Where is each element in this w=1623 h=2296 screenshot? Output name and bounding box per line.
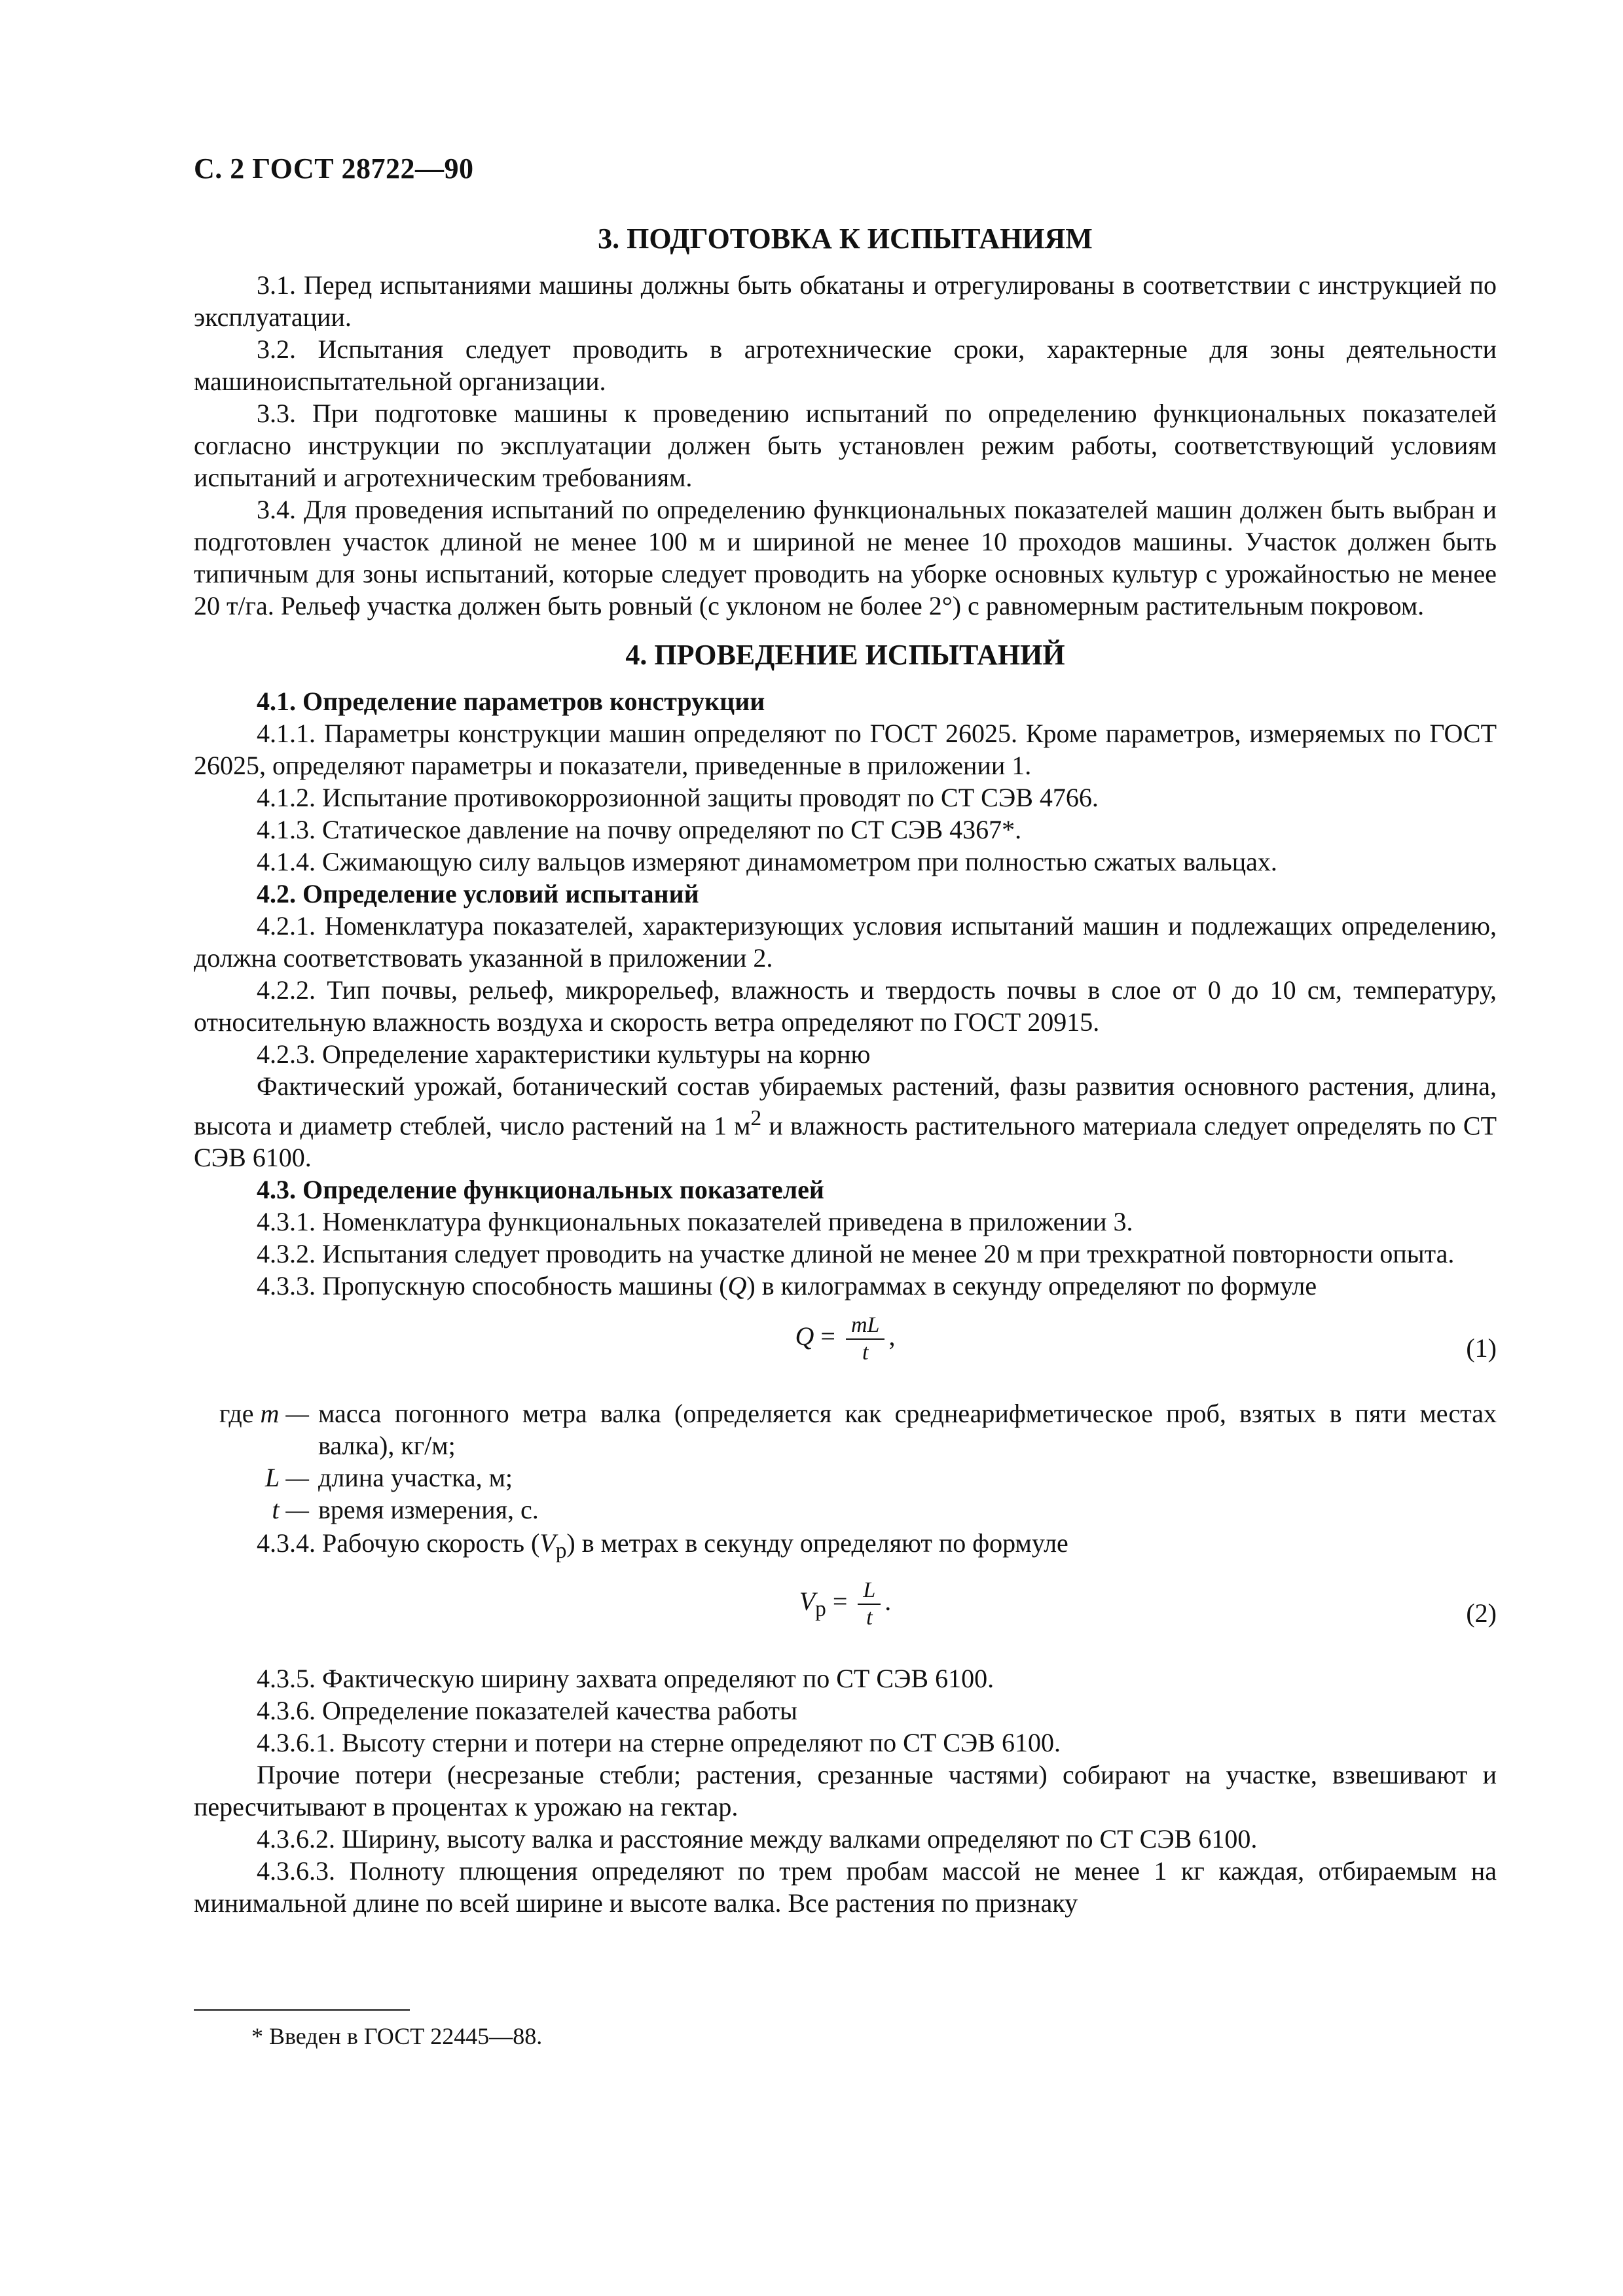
definition-row: [194, 1462, 1497, 1494]
definition-row: [194, 1397, 1497, 1462]
paragraph-4-3-1: 4.3.1. Номенклатура функциональных показателей приведена в приложении 3.: [257, 1207, 1133, 1237]
definition-symbol: [194, 1494, 318, 1526]
paragraph-4-1-3: 4.1.3. Статическое давление на почву определяют по СТ СЭВ 4367*.: [257, 815, 1022, 844]
formula-equals: =: [820, 1321, 835, 1352]
page-header: С. 2 ГОСТ 28722—90: [194, 152, 474, 185]
definition-symbol: [194, 1397, 318, 1462]
text-run: Фактический урожай, ботанический состав убираемых растений, фазы развития основного растения, длина, высота и диаметр стеблей, число растений на 1 м: [194, 1071, 1497, 1141]
text-run: 4.3.4. Рабочую скорость (: [257, 1528, 540, 1558]
paragraph-3-2: 3.2. Испытания следует проводить в агротехнические сроки, характерные для зоны деятельности машиноиспытательной организации.: [194, 334, 1497, 396]
formula-punct: .: [884, 1587, 892, 1617]
fraction: [858, 1577, 881, 1631]
paragraph-4-3-4: [194, 1527, 1497, 1567]
footnote: * Введен в ГОСТ 22445—88.: [251, 2023, 543, 2049]
variable: V: [539, 1528, 556, 1558]
subsection-4-3-title: 4.3. Определение функциональных показателей: [257, 1175, 824, 1205]
paragraph-4-1-2: 4.1.2. Испытание противокоррозионной защиты проводят по СТ СЭВ 4766.: [257, 783, 1099, 812]
paragraph-3-4: 3.4. Для проведения испытаний по определению функциональных показателей машин должен быть выбран и подготовлен участок длиной не менее 100 м и шириной не менее 10 проходов машины. Участок должен быть типичным для зоны испытаний, которые следует проводить на уборке основных культур с урожайностью не менее 20 т/га. Рельеф участка должен быть ровный (с уклоном не более 2°) с равномерным растительным покровом.: [194, 495, 1497, 620]
paragraph-4-3-6-3: 4.3.6.3. Полноту плющения определяют по трем пробам массой не менее 1 кг каждая, отбираемым на минимальной длине по всей ширине и высоте валка. Все растения по признаку: [194, 1856, 1497, 1918]
formula-punct: ,: [888, 1321, 896, 1352]
paragraph-4-2-3: 4.2.3. Определение характеристики культуры на корню: [257, 1039, 871, 1069]
definition-text: длина участка, м;: [318, 1463, 513, 1493]
definition-text: время измерения, с.: [318, 1495, 539, 1525]
text-run: и влажность растительного материала следует определять по СТ СЭВ 6100.: [194, 1111, 1497, 1173]
formula-lhs: Q: [795, 1321, 814, 1352]
paragraph-4-3-6-1-text: Прочие потери (несрезаные стебли; растения, срезанные частями) собирают на участке, взвешивают и пересчитывают в процентах к урожаю на гектар.: [194, 1760, 1497, 1822]
formula-1: [194, 1308, 1497, 1380]
fraction: [846, 1312, 884, 1366]
formula-2-expression: [194, 1577, 1497, 1631]
subsection-4-1-title: 4.1. Определение параметров конструкции: [257, 687, 765, 716]
definitions-list: [194, 1397, 1497, 1526]
paragraph-3-3: 3.3. При подготовке машины к проведению испытаний по определению функциональных показателей согласно инструкции по эксплуатации должен быть установлен режим работы, соответствующий условиям испытаний и агротехническим требованиям.: [194, 399, 1497, 492]
text-run: ) в метрах в секунду определяют по формуле: [566, 1528, 1068, 1558]
variable: Q: [727, 1271, 747, 1301]
footnote-separator: [194, 2009, 410, 2011]
superscript: 2: [750, 1106, 762, 1130]
formula-2-number: (2): [1466, 1598, 1497, 1628]
text-run: ) в килограммах в секунду определяют по формуле: [746, 1271, 1317, 1301]
paragraph-4-1-1: 4.1.1. Параметры конструкции машин определяют по ГОСТ 26025. Кроме параметров, измеряемых по ГОСТ 26025, определяют параметры и показатели, приведенные в приложении 1.: [194, 719, 1497, 780]
page-content: [194, 223, 1497, 1919]
formula-2: [194, 1573, 1497, 1645]
fraction-numerator: mL: [846, 1312, 884, 1340]
subscript: р: [555, 1539, 567, 1564]
paragraph-4-3-6: 4.3.6. Определение показателей качества работы: [257, 1696, 797, 1726]
section-3-title: 3. ПОДГОТОВКА К ИСПЫТАНИЯМ: [598, 223, 1093, 255]
paragraph-4-1-4: 4.1.4. Сжимающую силу вальцов измеряют динамометром при полностью сжатых вальцах.: [257, 847, 1277, 876]
fraction-denominator: t: [866, 1605, 873, 1630]
paragraph-4-3-6-1: 4.3.6.1. Высоту стерни и потери на стерне определяют по СТ СЭВ 6100.: [257, 1728, 1061, 1758]
paragraph-4-2-2: 4.2.2. Тип почвы, рельеф, микрорельеф, влажность и твердость почвы в слое от 0 до 10 см, температуру, относительную влажность воздуха и скорость ветра определяют по ГОСТ 20915.: [194, 975, 1497, 1037]
formula-1-number: (1): [1466, 1333, 1497, 1363]
paragraph-4-3-6-2: 4.3.6.2. Ширину, высоту валка и расстояние между валками определяют по СТ СЭВ 6100.: [257, 1824, 1258, 1854]
paragraph-4-3-3: [194, 1270, 1497, 1302]
subsection-4-2-title: 4.2. Определение условий испытаний: [257, 879, 699, 908]
where-word: где: [219, 1399, 254, 1429]
formula-lhs: V: [799, 1587, 816, 1617]
definition-symbol: [194, 1462, 318, 1494]
fraction-denominator: t: [862, 1340, 869, 1365]
paragraph-4-2-1: 4.2.1. Номенклатура показателей, характеризующих условия испытаний машин и подлежащих определению, должна соответствовать указанной в приложении 2.: [194, 911, 1497, 973]
symbol: t —: [272, 1495, 309, 1525]
text-run: 4.3.3. Пропускную способность машины (: [257, 1271, 728, 1301]
symbol: m —: [260, 1399, 309, 1429]
symbol: L —: [264, 1463, 309, 1493]
formula-equals: =: [832, 1587, 848, 1617]
paragraph-3-1: 3.1. Перед испытаниями машины должны быть обкатаны и отрегулированы в соответствии с инструкцией по эксплуатации.: [194, 270, 1497, 332]
fraction-numerator: L: [858, 1577, 881, 1605]
definition-row: [194, 1494, 1497, 1526]
paragraph-4-3-2: 4.3.2. Испытания следует проводить на участке длиной не менее 20 м при трехкратной повторности опыта.: [257, 1239, 1455, 1269]
paragraph-4-2-3-text: [194, 1070, 1497, 1174]
definition-text: масса погонного метра валка (определяется как среднеарифметическое проб, взятых в пяти местах валка), кг/м;: [318, 1399, 1497, 1461]
formula-lhs-subscript: р: [815, 1597, 826, 1622]
formula-1-expression: [194, 1312, 1497, 1366]
paragraph-4-3-5: 4.3.5. Фактическую ширину захвата определяют по СТ СЭВ 6100.: [257, 1664, 994, 1694]
section-4-title: 4. ПРОВЕДЕНИЕ ИСПЫТАНИЙ: [625, 639, 1065, 671]
